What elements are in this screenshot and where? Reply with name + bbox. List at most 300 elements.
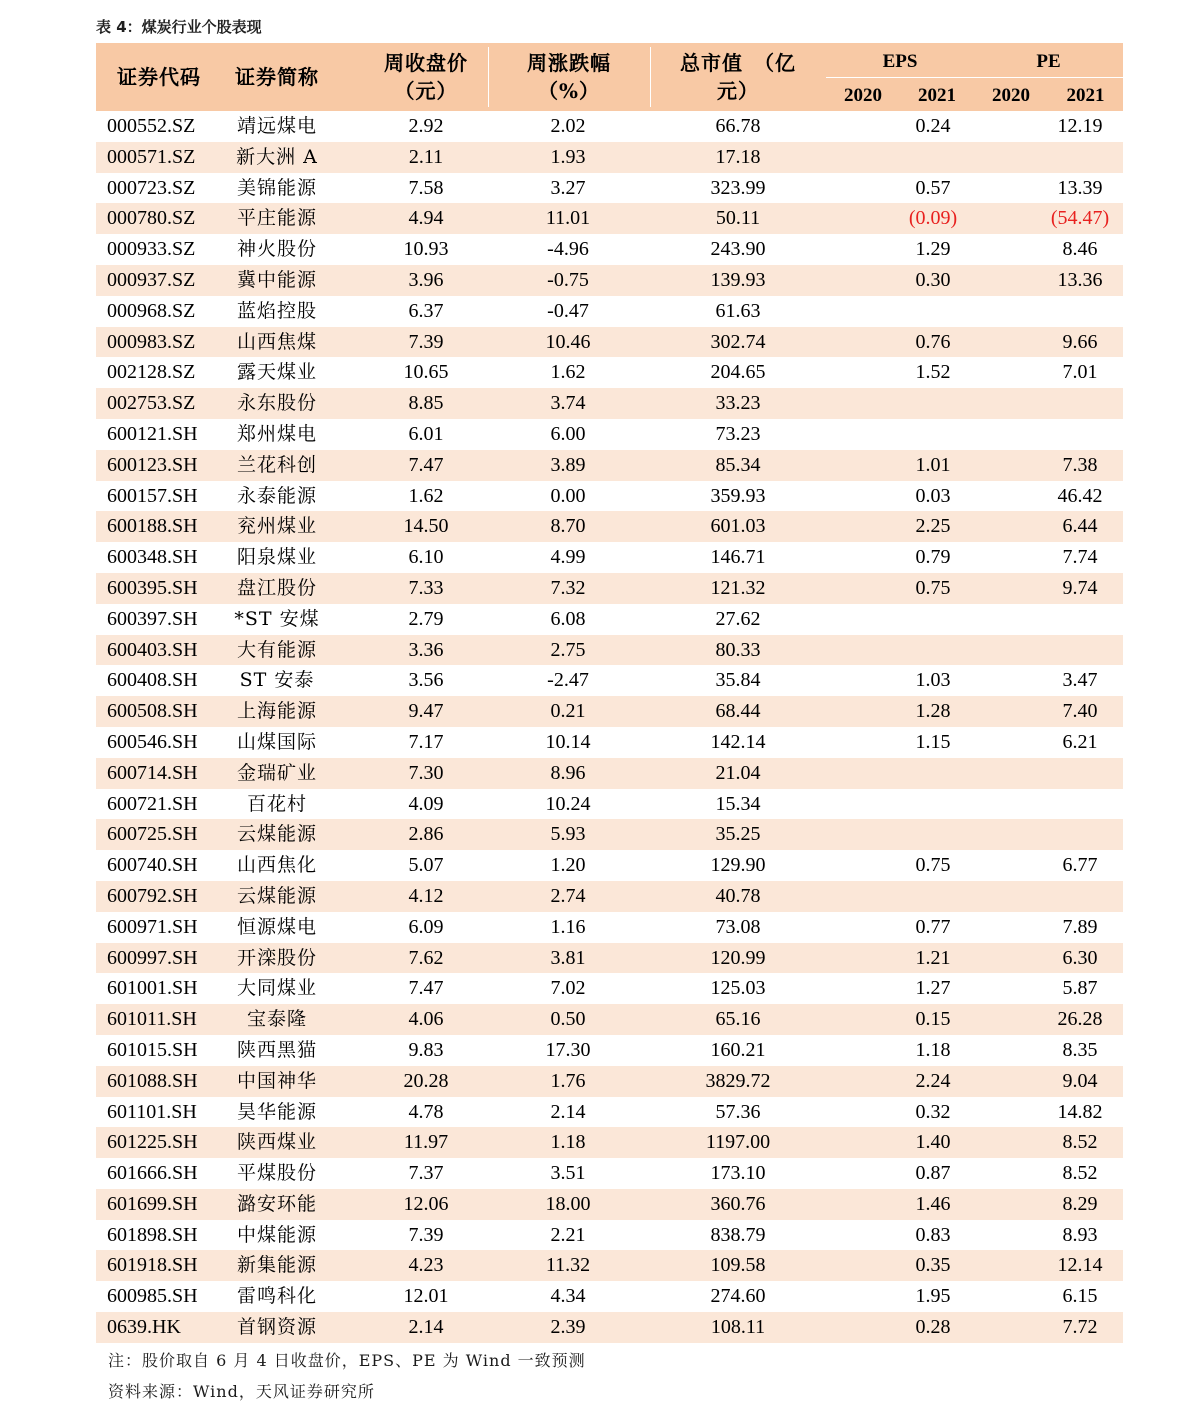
cell-code: 002128.SZ xyxy=(107,361,196,384)
cell-pe2021: 8.46 xyxy=(1062,238,1098,261)
header-eps-2020: 2020 xyxy=(844,85,882,106)
cell-cap: 121.32 xyxy=(710,576,766,599)
cell-close: 4.94 xyxy=(408,207,444,230)
cell-pe2020 xyxy=(968,542,1038,573)
table-row xyxy=(96,111,1123,142)
header-chg-line1: 周涨跌幅 xyxy=(527,51,611,75)
cell-eps2021: 1.28 xyxy=(915,700,951,723)
cell-code: 000933.SZ xyxy=(107,238,196,261)
cell-code: 000571.SZ xyxy=(107,145,196,168)
header-close-line2: （元） xyxy=(394,79,458,103)
cell-close: 6.10 xyxy=(408,546,444,569)
table-row xyxy=(96,203,1123,234)
cell-eps2021: 1.29 xyxy=(915,238,951,261)
cell-name: 盘江股份 xyxy=(236,576,317,599)
cell-pe2020 xyxy=(968,388,1038,419)
cell-name: 宝泰隆 xyxy=(246,1008,307,1031)
cell-eps2021: 0.03 xyxy=(915,484,951,507)
cell-eps2020 xyxy=(826,511,896,542)
header-subdivider xyxy=(826,77,1123,78)
cell-close: 4.78 xyxy=(408,1100,444,1123)
cell-code: 600408.SH xyxy=(107,669,198,692)
cell-eps2020 xyxy=(826,111,896,142)
cell-cap: 80.33 xyxy=(715,638,761,661)
cell-eps2020 xyxy=(826,604,896,635)
cell-cap: 35.84 xyxy=(715,669,761,692)
cell-code: 600997.SH xyxy=(107,946,198,969)
cell-name: 大同煤业 xyxy=(236,977,317,1000)
cell-cap: 108.11 xyxy=(710,1316,766,1339)
cell-eps2021: 0.15 xyxy=(915,1008,951,1031)
cell-pe2020 xyxy=(968,234,1038,265)
cell-chg: -0.47 xyxy=(547,299,589,322)
cell-cap: 146.71 xyxy=(710,546,766,569)
cell-eps2020 xyxy=(826,296,896,327)
cell-eps2020 xyxy=(826,1127,896,1158)
table-row xyxy=(96,635,1123,666)
table-row xyxy=(96,819,1123,850)
table-row xyxy=(96,727,1123,758)
cell-eps2021: 0.28 xyxy=(915,1316,951,1339)
cell-pe2021 xyxy=(1040,819,1120,850)
table-row xyxy=(96,973,1123,1004)
cell-name: 陕西煤业 xyxy=(236,1131,317,1154)
cell-pe2021: 9.66 xyxy=(1062,330,1098,353)
cell-code: 600971.SH xyxy=(107,915,198,938)
cell-pe2020 xyxy=(968,1097,1038,1128)
cell-pe2020 xyxy=(968,1004,1038,1035)
cell-eps2020 xyxy=(826,696,896,727)
cell-chg: -4.96 xyxy=(547,238,589,261)
cell-eps2021 xyxy=(898,419,968,450)
cell-pe2021: 8.29 xyxy=(1062,1192,1098,1215)
cell-pe2020 xyxy=(968,1281,1038,1312)
cell-name: 平庄能源 xyxy=(236,207,317,230)
cell-eps2021: 0.32 xyxy=(915,1100,951,1123)
cell-name: 冀中能源 xyxy=(236,268,317,291)
cell-chg: 2.75 xyxy=(550,638,586,661)
cell-name: 神火股份 xyxy=(236,238,317,261)
table-row xyxy=(96,912,1123,943)
cell-pe2021 xyxy=(1040,881,1120,912)
cell-chg: 4.34 xyxy=(550,1285,586,1308)
cell-name: 开滦股份 xyxy=(236,946,317,969)
cell-pe2021: 7.01 xyxy=(1062,361,1098,384)
cell-pe2020 xyxy=(968,142,1038,173)
cell-chg: 0.00 xyxy=(550,484,586,507)
cell-pe2020 xyxy=(968,819,1038,850)
cell-pe2020 xyxy=(968,1220,1038,1251)
table-row xyxy=(96,481,1123,512)
cell-pe2021: 8.52 xyxy=(1062,1131,1098,1154)
cell-pe2021: 6.15 xyxy=(1062,1285,1098,1308)
cell-chg: -0.75 xyxy=(547,268,589,291)
cell-name: 中国神华 xyxy=(236,1069,317,1092)
cell-pe2020 xyxy=(968,912,1038,943)
cell-eps2021 xyxy=(898,635,968,666)
cell-code: 600157.SH xyxy=(107,484,198,507)
cell-chg: 3.89 xyxy=(550,453,586,476)
table-header xyxy=(96,43,1123,111)
cell-code: 601918.SH xyxy=(107,1254,198,1277)
cell-close: 4.09 xyxy=(408,792,444,815)
cell-pe2021: 46.42 xyxy=(1057,484,1103,507)
cell-eps2021 xyxy=(898,789,968,820)
cell-pe2020 xyxy=(968,481,1038,512)
header-chg xyxy=(488,43,650,111)
stock-performance-table xyxy=(96,43,1123,1343)
cell-name: 昊华能源 xyxy=(236,1100,317,1123)
cell-chg: 1.93 xyxy=(550,145,586,168)
table-row xyxy=(96,1250,1123,1281)
cell-eps2020 xyxy=(826,1312,896,1343)
cell-pe2021: 7.38 xyxy=(1062,453,1098,476)
table-row xyxy=(96,511,1123,542)
table-row xyxy=(96,388,1123,419)
cell-close: 2.14 xyxy=(408,1316,444,1339)
cell-chg: 11.01 xyxy=(545,207,591,230)
cell-eps2020 xyxy=(826,635,896,666)
cell-pe2021 xyxy=(1040,758,1120,789)
cell-name: 山西焦煤 xyxy=(236,330,317,353)
cell-name: 中煤能源 xyxy=(236,1223,317,1246)
cell-close: 7.39 xyxy=(408,330,444,353)
cell-cap: 65.16 xyxy=(715,1008,761,1031)
cell-eps2020 xyxy=(826,1035,896,1066)
header-chg-line2: （%） xyxy=(537,79,600,103)
cell-chg: 7.02 xyxy=(550,977,586,1000)
cell-name: 上海能源 xyxy=(236,700,317,723)
table-row xyxy=(96,604,1123,635)
cell-eps2020 xyxy=(826,481,896,512)
cell-name: 大有能源 xyxy=(236,638,317,661)
cell-cap: 40.78 xyxy=(715,884,761,907)
cell-close: 10.65 xyxy=(403,361,449,384)
cell-pe2020 xyxy=(968,511,1038,542)
cell-eps2020 xyxy=(826,573,896,604)
table-row xyxy=(96,665,1123,696)
cell-close: 3.56 xyxy=(408,669,444,692)
table-row xyxy=(96,1004,1123,1035)
cell-cap: 274.60 xyxy=(710,1285,766,1308)
cell-chg: 2.14 xyxy=(550,1100,586,1123)
cell-eps2020 xyxy=(826,265,896,296)
table-row xyxy=(96,419,1123,450)
cell-cap: 243.90 xyxy=(710,238,766,261)
cell-eps2020 xyxy=(826,1281,896,1312)
cell-pe2020 xyxy=(968,1035,1038,1066)
table-row xyxy=(96,573,1123,604)
cell-pe2020 xyxy=(968,758,1038,789)
cell-close: 9.47 xyxy=(408,700,444,723)
table-row xyxy=(96,327,1123,358)
cell-eps2020 xyxy=(826,1250,896,1281)
cell-pe2020 xyxy=(968,973,1038,1004)
table-row xyxy=(96,542,1123,573)
cell-cap: 66.78 xyxy=(715,115,761,137)
table-row xyxy=(96,696,1123,727)
cell-cap: 3829.72 xyxy=(705,1069,771,1092)
cell-pe2020 xyxy=(968,357,1038,388)
cell-code: 600546.SH xyxy=(107,730,198,753)
cell-chg: 0.50 xyxy=(550,1008,586,1031)
cell-close: 7.37 xyxy=(408,1162,444,1185)
cell-eps2020 xyxy=(826,203,896,234)
cell-close: 2.86 xyxy=(408,823,444,846)
cell-cap: 360.76 xyxy=(710,1192,766,1215)
header-cap-line2: 元） xyxy=(717,79,759,103)
header-pe: PE xyxy=(1036,51,1061,72)
cell-eps2021 xyxy=(898,819,968,850)
cell-code: 600714.SH xyxy=(107,761,198,784)
cell-name: 露天煤业 xyxy=(236,361,317,384)
table-row xyxy=(96,296,1123,327)
cell-pe2020 xyxy=(968,296,1038,327)
cell-chg: 0.21 xyxy=(550,700,586,723)
cell-close: 3.36 xyxy=(408,638,444,661)
cell-code: 000983.SZ xyxy=(107,330,196,353)
cell-cap: 61.63 xyxy=(715,299,761,322)
cell-code: 600188.SH xyxy=(107,515,198,538)
table-row xyxy=(96,1312,1123,1343)
table-row xyxy=(96,850,1123,881)
cell-pe2020 xyxy=(968,111,1038,142)
cell-pe2021 xyxy=(1040,789,1120,820)
cell-cap: 15.34 xyxy=(715,792,761,815)
cell-close: 4.23 xyxy=(408,1254,444,1277)
cell-cap: 120.99 xyxy=(710,946,766,969)
cell-eps2020 xyxy=(826,973,896,1004)
cell-close: 4.06 xyxy=(408,1008,444,1031)
cell-eps2021: 0.57 xyxy=(915,176,951,199)
header-code: 证券代码 xyxy=(117,65,201,89)
cell-code: 601666.SH xyxy=(107,1162,198,1185)
cell-cap: 21.04 xyxy=(715,761,761,784)
cell-chg: 3.27 xyxy=(550,176,586,199)
cell-close: 7.30 xyxy=(408,761,444,784)
cell-eps2021: 1.46 xyxy=(915,1192,951,1215)
cell-eps2021: (0.09) xyxy=(908,207,958,230)
header-eps: EPS xyxy=(882,51,918,72)
cell-close: 7.33 xyxy=(408,576,444,599)
cell-cap: 85.34 xyxy=(715,453,761,476)
cell-pe2020 xyxy=(968,327,1038,358)
cell-cap: 68.44 xyxy=(715,700,761,723)
cell-eps2021 xyxy=(898,758,968,789)
table-row xyxy=(96,1127,1123,1158)
cell-name: 陕西黑猫 xyxy=(236,1038,317,1061)
cell-code: 601225.SH xyxy=(107,1131,198,1154)
cell-close: 6.37 xyxy=(408,299,444,322)
cell-chg: 10.46 xyxy=(545,330,591,353)
cell-pe2020 xyxy=(968,203,1038,234)
cell-name: 永泰能源 xyxy=(236,484,317,507)
cell-eps2021: 1.01 xyxy=(915,453,951,476)
cell-eps2020 xyxy=(826,1097,896,1128)
cell-code: 601001.SH xyxy=(107,977,198,1000)
cell-pe2020 xyxy=(968,696,1038,727)
cell-close: 1.62 xyxy=(408,484,444,507)
cell-eps2020 xyxy=(826,450,896,481)
cell-pe2021 xyxy=(1040,142,1120,173)
table-row xyxy=(96,1220,1123,1251)
cell-chg: 1.20 xyxy=(550,854,586,877)
cell-code: 600403.SH xyxy=(107,638,198,661)
table-row xyxy=(96,142,1123,173)
cell-eps2020 xyxy=(826,142,896,173)
cell-cap: 57.36 xyxy=(715,1100,761,1123)
cell-eps2020 xyxy=(826,1066,896,1097)
cell-code: 000552.SZ xyxy=(107,115,196,137)
cell-cap: 359.93 xyxy=(710,484,766,507)
cell-cap: 302.74 xyxy=(710,330,766,353)
cell-cap: 73.08 xyxy=(715,915,761,938)
cell-eps2020 xyxy=(826,357,896,388)
cell-eps2021 xyxy=(898,604,968,635)
cell-chg: 11.32 xyxy=(545,1254,591,1277)
cell-eps2021: 1.21 xyxy=(915,946,951,969)
cell-name: 美锦能源 xyxy=(236,176,317,199)
cell-name: 平煤股份 xyxy=(236,1162,317,1185)
cell-eps2021: 1.95 xyxy=(915,1285,951,1308)
cell-chg: 1.62 xyxy=(550,361,586,384)
cell-pe2020 xyxy=(968,573,1038,604)
cell-pe2020 xyxy=(968,450,1038,481)
cell-pe2020 xyxy=(968,265,1038,296)
cell-code: 600508.SH xyxy=(107,700,198,723)
cell-code: 000937.SZ xyxy=(107,268,196,291)
cell-chg: 1.18 xyxy=(550,1131,586,1154)
table-source: 资料来源：Wind，天风证券研究所 xyxy=(108,1382,375,1401)
cell-chg: 1.76 xyxy=(550,1069,586,1092)
cell-close: 7.47 xyxy=(408,453,444,476)
table-row xyxy=(96,758,1123,789)
header-pe-2021: 2021 xyxy=(1066,85,1105,106)
cell-pe2020 xyxy=(968,1312,1038,1343)
cell-eps2020 xyxy=(826,727,896,758)
header-name: 证券简称 xyxy=(235,65,319,89)
cell-cap: 129.90 xyxy=(710,854,766,877)
cell-eps2020 xyxy=(826,819,896,850)
cell-close: 14.50 xyxy=(403,515,449,538)
cell-cap: 173.10 xyxy=(710,1162,766,1185)
cell-eps2021: 0.24 xyxy=(915,115,951,137)
cell-pe2020 xyxy=(968,1189,1038,1220)
table-row xyxy=(96,1281,1123,1312)
cell-close: 6.01 xyxy=(408,422,444,445)
header-eps-2021: 2021 xyxy=(918,85,956,106)
cell-eps2020 xyxy=(826,234,896,265)
cell-name: 百花村 xyxy=(246,792,307,815)
cell-eps2021 xyxy=(898,388,968,419)
cell-eps2020 xyxy=(826,665,896,696)
cell-close: 20.28 xyxy=(403,1069,449,1092)
cell-close: 8.85 xyxy=(408,392,444,415)
cell-chg: 17.30 xyxy=(545,1038,591,1061)
cell-code: 601088.SH xyxy=(107,1069,198,1092)
cell-code: 601011.SH xyxy=(107,1008,197,1031)
cell-chg: 2.74 xyxy=(550,884,586,907)
cell-eps2021: 0.87 xyxy=(915,1162,951,1185)
cell-eps2020 xyxy=(826,1189,896,1220)
cell-pe2020 xyxy=(968,943,1038,974)
cell-pe2020 xyxy=(968,1127,1038,1158)
cell-pe2021: 12.19 xyxy=(1057,115,1103,137)
cell-cap: 17.18 xyxy=(715,145,761,168)
cell-eps2021: 1.40 xyxy=(915,1131,951,1154)
table-row xyxy=(96,234,1123,265)
cell-cap: 125.03 xyxy=(710,977,766,1000)
cell-name: 云煤能源 xyxy=(236,823,317,846)
cell-pe2020 xyxy=(968,419,1038,450)
cell-pe2021: 12.14 xyxy=(1057,1254,1103,1277)
cell-name: 新集能源 xyxy=(236,1254,317,1277)
cell-code: 000723.SZ xyxy=(107,176,196,199)
cell-pe2021: 6.21 xyxy=(1062,730,1098,753)
cell-eps2021: 1.52 xyxy=(915,361,951,384)
cell-eps2020 xyxy=(826,881,896,912)
cell-close: 2.79 xyxy=(408,607,444,630)
cell-name: 首钢资源 xyxy=(236,1316,317,1339)
cell-code: 600740.SH xyxy=(107,854,198,877)
cell-eps2021: 0.75 xyxy=(915,854,951,877)
cell-chg: 10.14 xyxy=(545,730,591,753)
header-pe-2020: 2020 xyxy=(992,85,1030,106)
cell-close: 3.96 xyxy=(408,268,444,291)
cell-cap: 50.11 xyxy=(715,207,761,230)
cell-pe2021: 9.04 xyxy=(1062,1069,1098,1092)
cell-code: 600348.SH xyxy=(107,546,198,569)
cell-cap: 838.79 xyxy=(710,1223,766,1246)
cell-pe2021: 6.44 xyxy=(1062,515,1098,538)
cell-pe2021: 6.30 xyxy=(1062,946,1098,969)
table-caption: 表 4：煤炭行业个股表现 xyxy=(96,18,262,36)
cell-eps2021: 0.83 xyxy=(915,1223,951,1246)
cell-chg: 4.99 xyxy=(550,546,586,569)
cell-close: 7.62 xyxy=(408,946,444,969)
cell-name: 兖州煤业 xyxy=(236,515,317,538)
table-row xyxy=(96,265,1123,296)
cell-name: 靖远煤电 xyxy=(236,115,317,137)
cell-cap: 160.21 xyxy=(710,1038,766,1061)
header-cap xyxy=(650,43,826,111)
cell-code: 600792.SH xyxy=(107,884,198,907)
cell-chg: 7.32 xyxy=(550,576,586,599)
cell-close: 9.83 xyxy=(408,1038,444,1061)
table-row xyxy=(96,1158,1123,1189)
cell-pe2020 xyxy=(968,1158,1038,1189)
cell-name: 蓝焰控股 xyxy=(236,299,317,322)
cell-eps2020 xyxy=(826,388,896,419)
cell-cap: 33.23 xyxy=(715,392,761,415)
cell-pe2021: 3.47 xyxy=(1062,669,1098,692)
cell-eps2021: 1.03 xyxy=(915,669,951,692)
cell-code: 002753.SZ xyxy=(107,392,196,415)
cell-chg: 3.74 xyxy=(550,392,586,415)
cell-close: 7.58 xyxy=(408,176,444,199)
cell-close: 7.47 xyxy=(408,977,444,1000)
cell-eps2021 xyxy=(898,881,968,912)
cell-name: 山西焦化 xyxy=(236,854,317,877)
table-note: 注：股价取自 6 月 4 日收盘价，EPS、PE 为 Wind 一致预测 xyxy=(108,1351,586,1370)
cell-eps2020 xyxy=(826,912,896,943)
cell-pe2021: 6.77 xyxy=(1062,854,1098,877)
cell-eps2021: 0.30 xyxy=(915,268,951,291)
cell-name: 新大洲 A xyxy=(236,145,318,168)
table-row xyxy=(96,1097,1123,1128)
cell-close: 5.07 xyxy=(408,854,444,877)
cell-close: 2.11 xyxy=(408,145,444,168)
